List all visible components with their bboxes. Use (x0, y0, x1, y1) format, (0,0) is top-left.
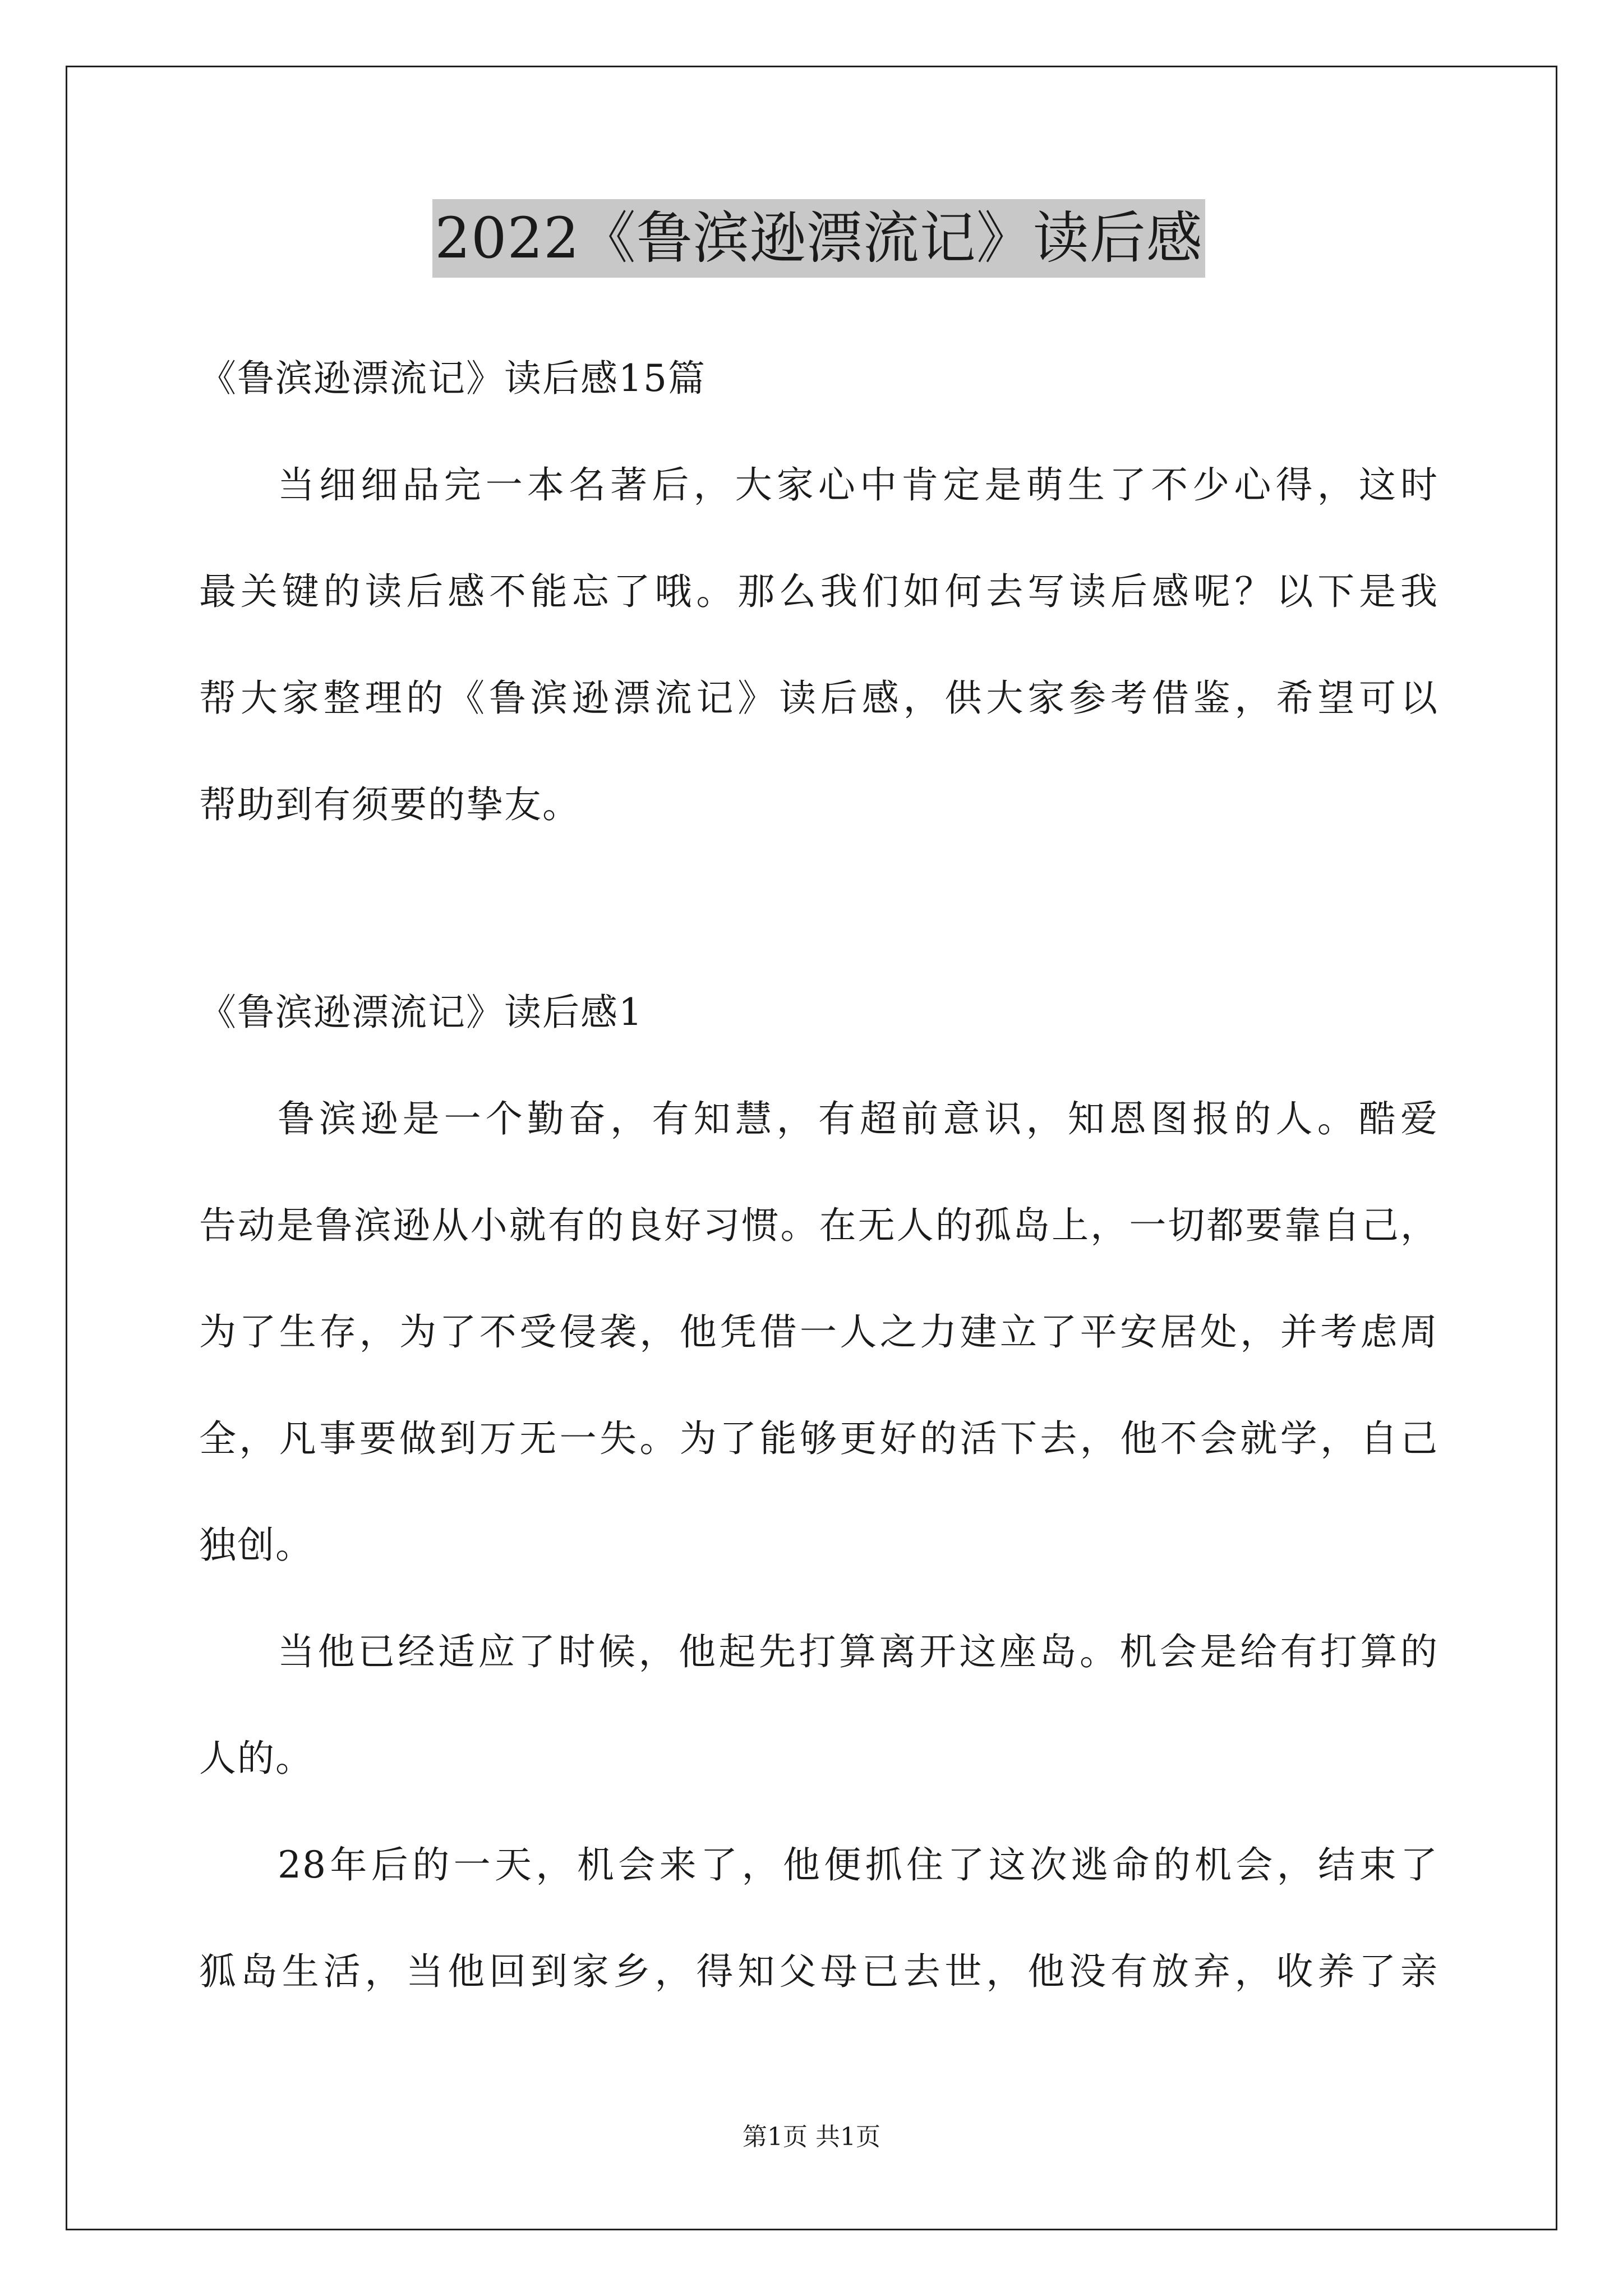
para1-line-5: 独创。 (199, 1524, 313, 1567)
para2-line-2: 人的。 (199, 1737, 313, 1780)
intro-line-4: 帮助到有须要的挚友。 (199, 783, 580, 826)
intro-line-2: 最关键的读后感不能忘了哦。那么我们如何去写读后感呢？以下是我 (199, 570, 1438, 613)
para3-line-2: 狐岛生活，当他回到家乡，得知父母已去世，他没有放弃，收养了亲 (199, 1950, 1438, 1993)
document-title: 2022《鲁滨逊漂流记》读后感 (432, 199, 1205, 278)
para1-line-3: 为了生存，为了不受侵袭，他凭借一人之力建立了平安居处，并考虑周 (199, 1310, 1438, 1354)
para3-line-1: 28年后的一天，机会来了，他便抓住了这次逃命的机会，结束了 (278, 1843, 1438, 1887)
page-footer: 第1页 共1页 (743, 2123, 880, 2151)
title-wrap (199, 199, 1438, 278)
intro-line-3: 帮大家整理的《鲁滨逊漂流记》读后感，供大家参考借鉴，希望可以 (199, 677, 1438, 720)
para1-line-1: 鲁滨逊是一个勤奋，有知慧，有超前意识，知恩图报的人。酷爱 (278, 1097, 1438, 1140)
section-heading-1: 《鲁滨逊漂流记》读后感1 (199, 991, 643, 1034)
intro-line-1: 当细细品完一本名著后，大家心中肯定是萌生了不少心得，这时 (278, 463, 1438, 507)
document-subtitle: 《鲁滨逊漂流记》读后感15篇 (199, 357, 706, 400)
para2-line-1: 当他已经适应了时候，他起先打算离开这座岛。机会是给有打算的 (278, 1630, 1438, 1673)
para1-line-4: 全，凡事要做到万无一失。为了能够更好的活下去，他不会就学，自己 (199, 1417, 1438, 1460)
para1-line-2: 告动是鲁滨逊从小就有的良好习惯。在无人的孤岛上，一切都要靠自己， (199, 1204, 1438, 1247)
